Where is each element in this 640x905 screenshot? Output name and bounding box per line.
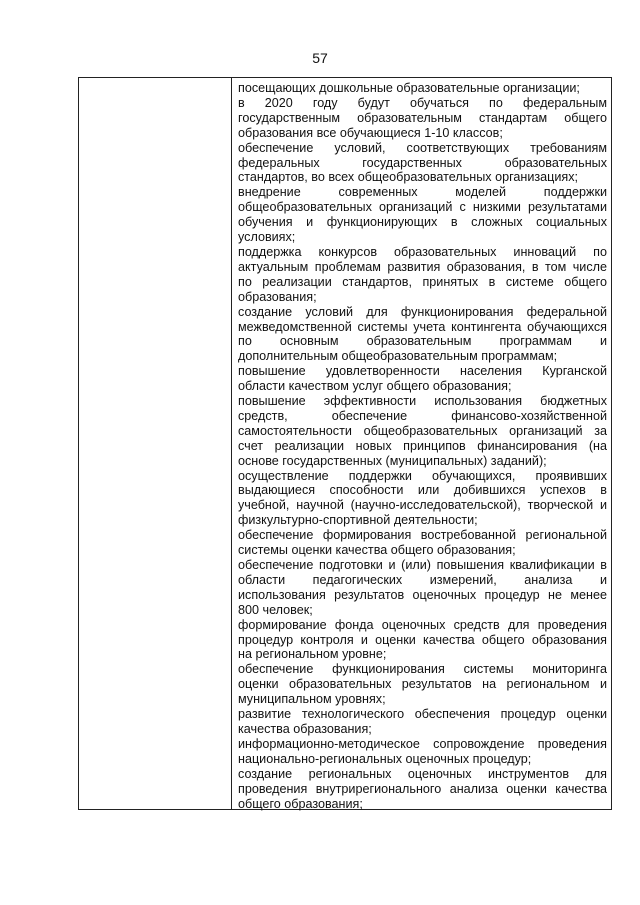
text-line: учебной, научной (научно-исследовательской), творческой и [238,498,607,513]
text-line: на региональном уровне; [238,647,387,662]
text-line: повышение эффективности использования бюджетных [238,394,607,409]
text-line: по реализации стандартов, принятых в системе общего [238,274,607,289]
text-line: области качеством услуг общего образования; [238,379,512,394]
text-line: системы оценки качества общего образования; [238,543,516,558]
text-line: общего образования; [238,796,363,811]
text-line: обеспечение формирования востребованной региональной [238,528,607,543]
text-line: создание региональных оценочных инструментов для [238,766,607,781]
text-line: общеобразовательных организаций с низкими результатами [238,200,607,215]
text-line: физкультурно-спортивной деятельности; [238,513,478,528]
text-line: области педагогических измерений, анализа и [238,572,607,587]
text-line: национально-региональных оценочных процедур; [238,751,532,766]
text-line: выдающиеся способности или добившихся успехов в [238,483,607,498]
text-line: муниципальном уровнях; [238,692,386,707]
text-line: стандартов, во всех общеобразовательных организациях; [238,170,579,185]
text-line: обеспечение подготовки и (или) повышения квалификации в [238,558,607,572]
text-line: федеральных государственных образовательных [238,155,607,170]
text-line: основе государственных (муниципальных) заданий); [238,453,547,468]
text-line: счет реализации новых принципов финансирования (на [238,438,607,453]
text-line: формирование фонда оценочных средств для проведения [238,617,607,632]
text-line: по основным образовательным программам и [238,334,607,349]
text-line: качества образования; [238,721,372,736]
text-line: посещающих дошкольные образовательные организации; [238,81,580,95]
text-line: средств, обеспечение финансово-хозяйственной [238,408,607,423]
text-line: процедур контроля и оценки качества общего образования [238,632,607,647]
text-line: оценки образовательных результатов на региональном и [238,677,607,692]
table-right-cell [232,78,611,811]
text-line: государственным образовательным стандартам общего [238,110,607,125]
text-line: условиях; [238,230,296,245]
text-line: дополнительным общеобразовательным программам; [238,349,558,364]
text-line: образования все обучающиеся 1-10 классов; [238,125,503,140]
text-line: осуществление поддержки обучающихся, проявивших [238,468,607,483]
text-line: 800 человек; [238,602,313,617]
text-line: создание условий для функционирования федеральной [238,304,607,319]
text-line: в 2020 году будут обучаться по федеральным [238,95,607,110]
page-number: 57 [312,50,328,66]
text-line: внедрение современных моделей поддержки [238,185,607,200]
text-line: проведения внутрирегионального анализа оценки качества [238,781,607,796]
text-line: развитие технологического обеспечения процедур оценки [238,707,607,722]
document-table [78,77,612,810]
text-line: обеспечение функционирования системы мониторинга [238,662,607,677]
text-line: обеспечение условий, соответствующих требованиям [238,140,607,155]
text-line: поддержка конкурсов образовательных инноваций по [238,244,607,259]
text-line: самостоятельности общеобразовательных организаций за [238,423,607,438]
text-line: актуальным проблемам развития образования, в том числе [238,259,607,274]
text-line: информационно-методическое сопровождение проведения [238,736,607,751]
text-line: образования; [238,289,317,304]
text-line: межведомственной системы учета контингента обучающихся [238,319,607,334]
text-line: обучения и функционирующих в сложных социальных [238,215,607,230]
text-line: использования результатов оценочных процедур не менее [238,587,607,602]
table-left-cell [79,78,232,809]
text-line: повышение удовлетворенности населения Курганской [238,364,607,379]
